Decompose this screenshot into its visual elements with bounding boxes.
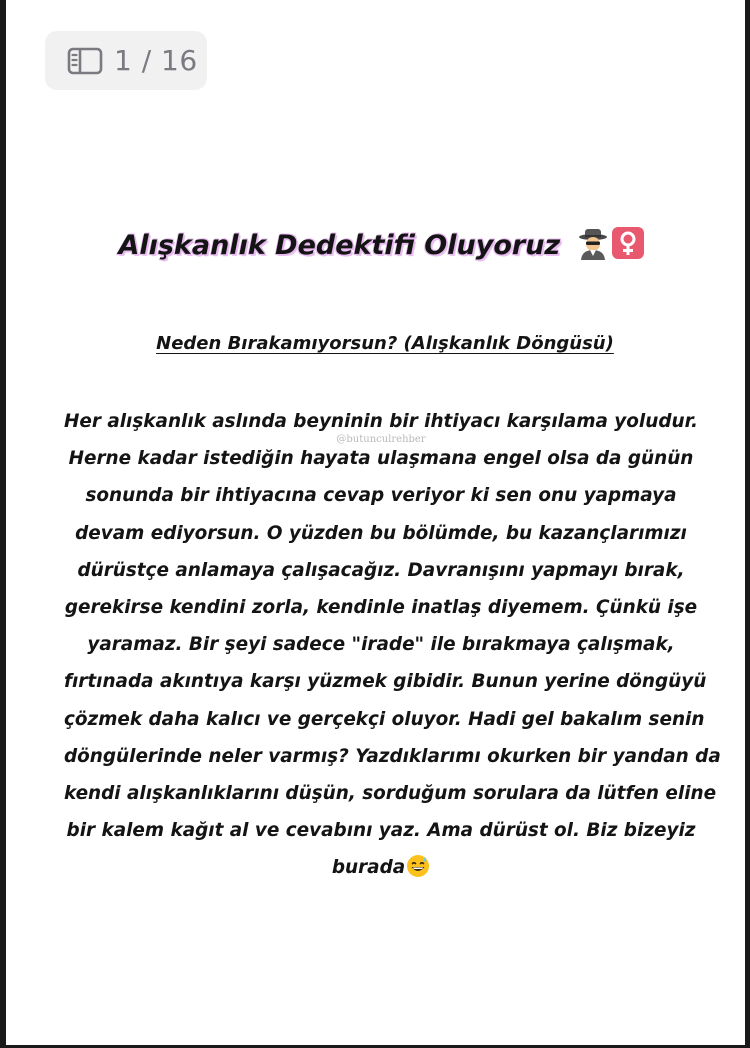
section-subtitle-text: Neden Bırakamıyorsun? (Alışkanlık Döngüsü) [156, 333, 614, 354]
female-sign-icon [612, 227, 644, 266]
sidebar-icon [67, 47, 103, 75]
page-title [6, 226, 750, 267]
page-counter-label: 1 / 16 [114, 44, 198, 77]
body-line: Her alışkanlık aslında beyninin bir ihtiyacı karşılama yoludur. [64, 411, 699, 432]
watermark: @butunculrehber [336, 434, 426, 445]
body-line: döngülerinde neler varmış? Yazdıklarımı okurken bir yandan da [64, 745, 721, 767]
section-subtitle [6, 333, 750, 354]
page-counter-button[interactable] [45, 31, 207, 90]
detective-icon [576, 226, 610, 267]
body-line: bir kalem kağıt al ve cevabını yaz. Ama dürüst ol. Biz bizeyiz [66, 820, 696, 842]
body-line: yaramaz. Bir şeyi sadece "irade" ile bırakmaya çalışmak, [87, 634, 675, 656]
body-paragraph [64, 403, 721, 892]
body-line: kendi alışkanlıklarını düşün, sorduğum sorulara da lütfen eline [64, 783, 717, 805]
body-line: çözmek daha kalıcı ve gerçekçi oluyor. Hadi gel bakalım senin [64, 708, 705, 730]
body-line-last-text: burada [331, 857, 406, 879]
body-line: gerekirse kendini zorla, kendinle inatlaş diyemem. Çünkü işe [64, 597, 698, 619]
body-line: dürüstçe anlamaya çalışacağız. Davranışını yapmayı bırak, [77, 559, 685, 581]
body-line-last [64, 849, 698, 891]
body-line: sonunda bir ihtiyacına cevap veriyor ki sen onu yapmaya [85, 485, 677, 507]
body-line: devam ediyorsun. O yüzden bu bölümde, bu kazançlarımızı [75, 522, 687, 544]
body-line: Herne kadar istediğin hayata ulaşmana engel olsa da günün [68, 448, 694, 470]
body-line: fırtınada akıntıya karşı yüzmek gibidir. Bunun yerine döngüyü [64, 671, 707, 693]
page-title-text: Alışkanlık Dedektifi Oluyoruz [118, 230, 561, 261]
grinning-sweat-face-icon [406, 854, 430, 891]
